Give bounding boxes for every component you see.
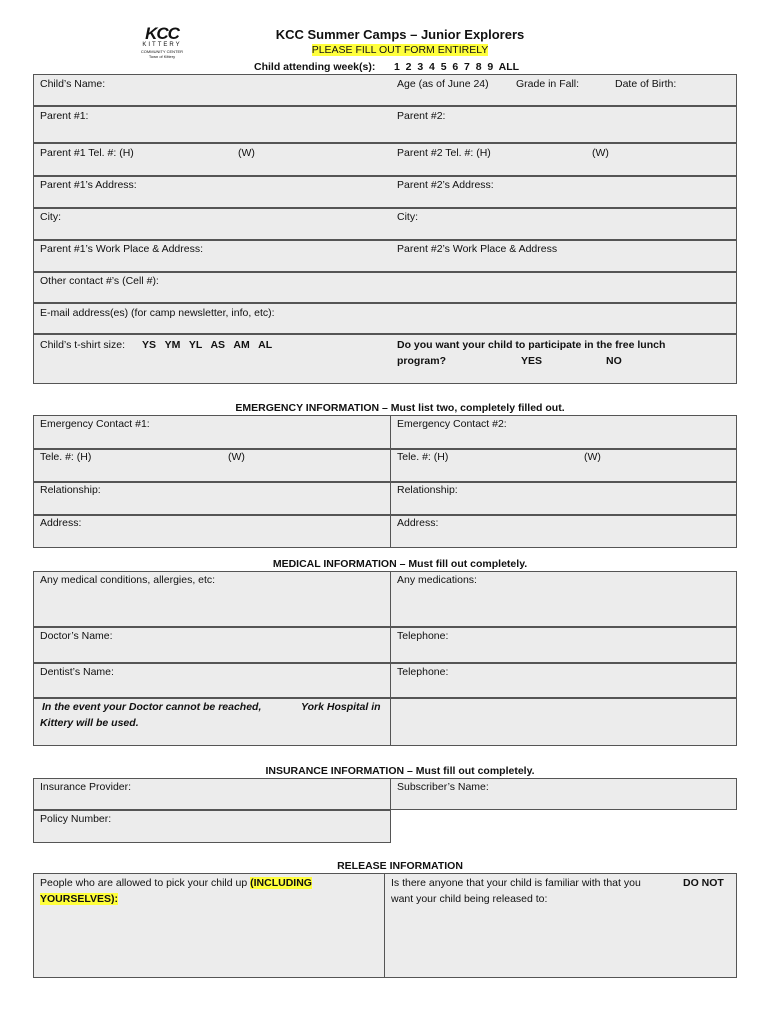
weeks-options[interactable]: 1 2 3 4 5 6 7 8 9 ALL xyxy=(394,61,520,73)
medical-heading: MEDICAL INFORMATION – Must fill out completely. xyxy=(272,558,528,570)
logo-line1: KITTERY xyxy=(142,42,182,48)
parent2-work-label: Parent #2’s Work Place & Address xyxy=(397,243,558,255)
dentist-telephone-label: Telephone: xyxy=(397,666,449,678)
emergency-address-row[interactable] xyxy=(33,515,737,548)
emergency-relationship-row[interactable] xyxy=(33,482,737,515)
child-name-label: Child’s Name: xyxy=(40,78,106,90)
emergency-relationship1-label: Relationship: xyxy=(40,484,101,496)
dentist-label: Dentist’s Name: xyxy=(40,666,114,678)
release-divider xyxy=(384,873,385,978)
parent2-label: Parent #2: xyxy=(397,110,446,122)
medical-divider xyxy=(390,571,391,746)
do-not-release-line1: Is there anyone that your child is familiar with that you xyxy=(391,877,641,889)
emergency-relationship2-label: Relationship: xyxy=(397,484,458,496)
logo-brand: KCC xyxy=(145,24,179,43)
insurance-provider-label: Insurance Provider: xyxy=(40,781,132,793)
pickup-highlight2: YOURSELVES): xyxy=(40,893,118,905)
pickup-label-line2 xyxy=(40,893,118,905)
emergency-tel1-w-label: (W) xyxy=(228,451,245,463)
doctor-telephone-label: Telephone: xyxy=(397,630,449,642)
parent-tel-row[interactable] xyxy=(33,143,737,176)
emergency-contact2-label: Emergency Contact #2: xyxy=(397,418,507,430)
parent1-address-label: Parent #1’s Address: xyxy=(40,179,137,191)
form-instruction xyxy=(0,44,770,56)
doctor-row[interactable] xyxy=(33,627,737,663)
release-heading: RELEASE INFORMATION xyxy=(337,860,463,872)
city1-label: City: xyxy=(40,211,61,223)
emergency-contact1-label: Emergency Contact #1: xyxy=(40,418,150,430)
lunch-no-option[interactable]: NO xyxy=(606,355,622,367)
parent1-label: Parent #1: xyxy=(40,110,89,122)
hospital-note-line1b: York Hospital in xyxy=(301,701,381,713)
policy-number-label: Policy Number: xyxy=(40,813,112,825)
fill-entirely-note: PLEASE FILL OUT FORM ENTIRELY xyxy=(311,44,489,56)
parents-row[interactable] xyxy=(33,106,737,143)
parent2-address-label: Parent #2’s Address: xyxy=(397,179,494,191)
dentist-row[interactable] xyxy=(33,663,737,698)
emergency-tel2-w-label: (W) xyxy=(584,451,601,463)
emergency-divider xyxy=(390,415,391,548)
parent2-tel-label: Parent #2 Tel. #: (H) xyxy=(397,147,491,159)
emergency-address1-label: Address: xyxy=(40,517,82,529)
pickup-highlight1: (INCLUDING xyxy=(250,877,312,889)
subscriber-label: Subscriber’s Name: xyxy=(397,781,489,793)
hospital-note-line1: In the event your Doctor cannot be reached, xyxy=(42,701,262,713)
pickup-text: People who are allowed to pick your child up xyxy=(40,877,251,889)
lunch-question-line2: program? xyxy=(397,355,447,367)
medical-conditions-label: Any medical conditions, allergies, etc: xyxy=(40,574,216,586)
logo-line2: COMMUNITY CENTER xyxy=(140,49,184,54)
medications-label: Any medications: xyxy=(397,574,477,586)
pickup-label xyxy=(40,877,312,889)
logo-line3: Town of Kittery xyxy=(148,54,176,59)
lunch-question-line1: Do you want your child to participate in the free lunch xyxy=(397,339,666,351)
emergency-tel1-label: Tele. #: (H) xyxy=(40,451,92,463)
parent2-tel-w-label: (W) xyxy=(592,147,609,159)
emergency-tel-row[interactable] xyxy=(33,449,737,482)
weeks-label: Child attending week(s): xyxy=(254,61,376,73)
age-label: Age (as of June 24) xyxy=(397,78,489,90)
insurance-heading: INSURANCE INFORMATION – Must fill out completely. xyxy=(265,765,535,777)
doctor-label: Doctor’s Name: xyxy=(40,630,113,642)
dob-label: Date of Birth: xyxy=(615,78,677,90)
do-not-release-emphasis: DO NOT xyxy=(683,877,724,889)
city-row[interactable] xyxy=(33,208,737,240)
lunch-yes-option[interactable]: YES xyxy=(521,355,543,367)
page-title: KCC Summer Camps – Junior Explorers xyxy=(275,27,525,42)
insurance-divider xyxy=(390,778,391,810)
tshirt-label: Child’s t-shirt size: xyxy=(40,339,125,351)
hospital-note-line2: Kittery will be used. xyxy=(40,717,139,729)
city2-label: City: xyxy=(397,211,418,223)
parent1-work-label: Parent #1’s Work Place & Address: xyxy=(40,243,204,255)
emergency-address2-label: Address: xyxy=(397,517,439,529)
do-not-release-line2: want your child being released to: xyxy=(391,893,548,905)
emergency-tel2-label: Tele. #: (H) xyxy=(397,451,449,463)
parent1-tel-w-label: (W) xyxy=(238,147,255,159)
grade-label: Grade in Fall: xyxy=(516,78,580,90)
parent1-tel-label: Parent #1 Tel. #: (H) xyxy=(40,147,134,159)
other-contact-label: Other contact #’s (Cell #): xyxy=(40,275,159,287)
emergency-heading: EMERGENCY INFORMATION – Must list two, completely filled out. xyxy=(235,402,565,414)
email-label: E-mail address(es) (for camp newsletter, info, etc): xyxy=(40,307,275,319)
insurance-provider-row[interactable] xyxy=(33,778,737,810)
tshirt-sizes[interactable]: YS YM YL AS AM AL xyxy=(142,339,273,351)
parent-address-row[interactable] xyxy=(33,176,737,208)
